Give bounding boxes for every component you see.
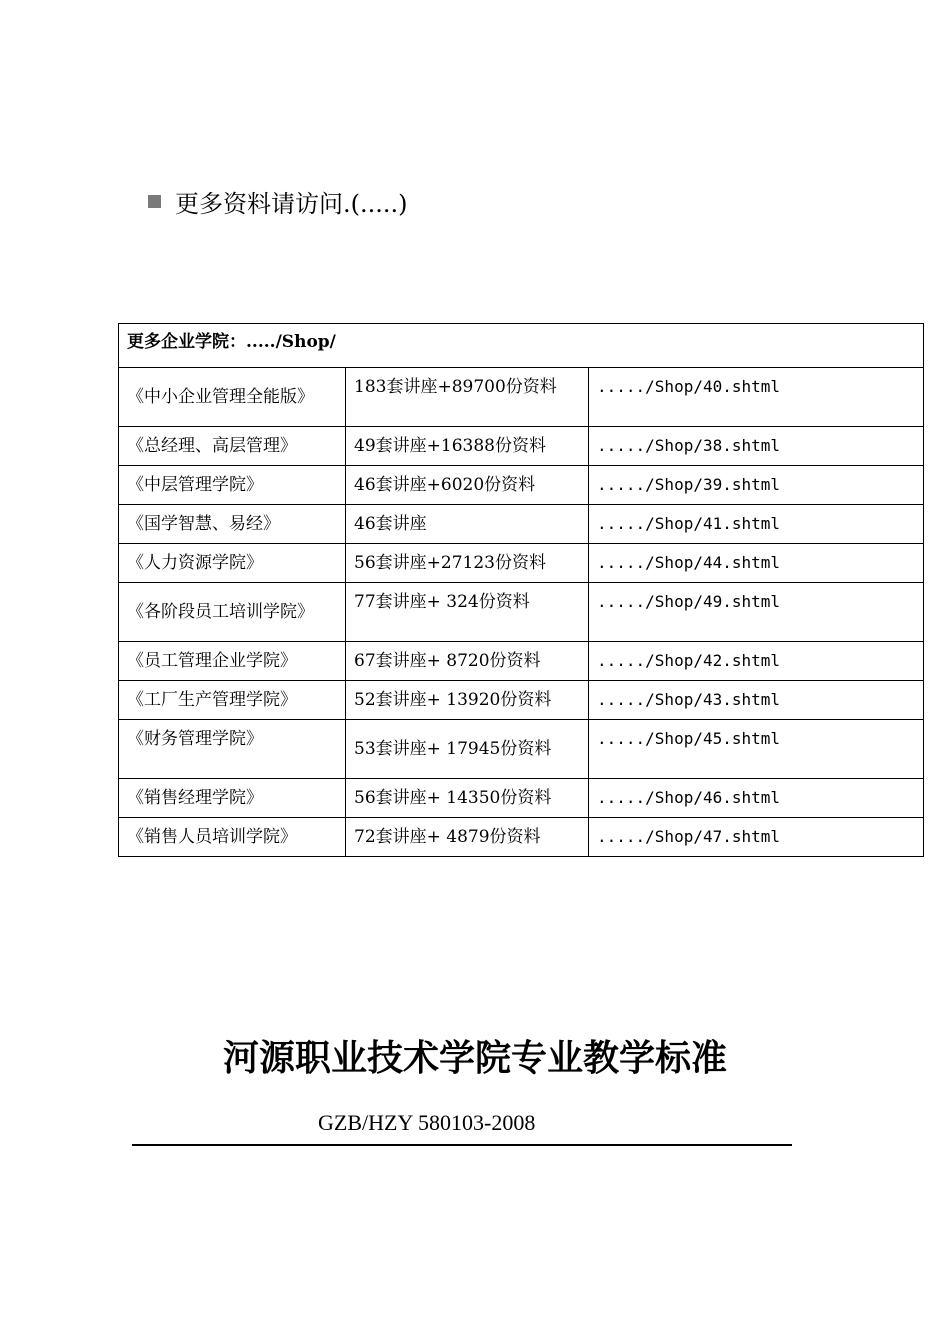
course-content: 52套讲座+ 13920份资料 (346, 681, 589, 720)
table-row (119, 642, 924, 681)
course-link[interactable]: ...../Shop/46.shtml (589, 779, 924, 818)
course-content: 183套讲座+89700份资料 (346, 368, 589, 427)
table-row (119, 505, 924, 544)
course-content: 67套讲座+ 8720份资料 (346, 642, 589, 681)
course-content: 49套讲座+16388份资料 (346, 427, 589, 466)
course-content: 72套讲座+ 4879份资料 (346, 818, 589, 857)
table-row (119, 779, 924, 818)
course-link[interactable]: ...../Shop/49.shtml (589, 583, 924, 642)
course-name: 《中小企业管理全能版》 (119, 368, 346, 427)
course-link[interactable]: ...../Shop/44.shtml (589, 544, 924, 583)
table-row (119, 583, 924, 642)
course-link[interactable]: ...../Shop/41.shtml (589, 505, 924, 544)
course-name: 《各阶段员工培训学院》 (119, 583, 346, 642)
course-name: 《财务管理学院》 (119, 720, 346, 779)
course-content: 46套讲座 (346, 505, 589, 544)
course-link[interactable]: ...../Shop/45.shtml (589, 720, 924, 779)
notice-line (148, 184, 408, 219)
title-underline (132, 1144, 792, 1146)
course-name: 《员工管理企业学院》 (119, 642, 346, 681)
table-row (119, 466, 924, 505)
course-name: 《中层管理学院》 (119, 466, 346, 505)
course-link[interactable]: ...../Shop/47.shtml (589, 818, 924, 857)
table-row (119, 368, 924, 427)
course-content: 56套讲座+27123份资料 (346, 544, 589, 583)
course-link[interactable]: ...../Shop/38.shtml (589, 427, 924, 466)
table-row (119, 720, 924, 779)
course-content: 53套讲座+ 17945份资料 (346, 720, 589, 779)
notice-text: 更多资料请访问.(.....) (175, 190, 408, 218)
table-row (119, 544, 924, 583)
course-name: 《销售人员培训学院》 (119, 818, 346, 857)
catalog-table (118, 323, 924, 857)
course-link[interactable]: ...../Shop/42.shtml (589, 642, 924, 681)
course-name: 《工厂生产管理学院》 (119, 681, 346, 720)
document-code: GZB/HZY 580103-2008 (318, 1110, 536, 1135)
table-row (119, 681, 924, 720)
table-header-row (119, 324, 924, 368)
course-link[interactable]: ...../Shop/40.shtml (589, 368, 924, 427)
course-name: 《总经理、高层管理》 (119, 427, 346, 466)
square-bullet-icon (148, 195, 161, 208)
course-link[interactable]: ...../Shop/43.shtml (589, 681, 924, 720)
course-name: 《国学智慧、易经》 (119, 505, 346, 544)
course-link[interactable]: ...../Shop/39.shtml (589, 466, 924, 505)
document-title: 河源职业技术学院专业教学标准 (222, 1038, 727, 1079)
course-content: 77套讲座+ 324份资料 (346, 583, 589, 642)
course-name: 《销售经理学院》 (119, 779, 346, 818)
table-row (119, 427, 924, 466)
table-row (119, 818, 924, 857)
course-content: 46套讲座+6020份资料 (346, 466, 589, 505)
course-content: 56套讲座+ 14350份资料 (346, 779, 589, 818)
table-header-cell: 更多企业学院：...../Shop/ (119, 324, 924, 368)
course-name: 《人力资源学院》 (119, 544, 346, 583)
